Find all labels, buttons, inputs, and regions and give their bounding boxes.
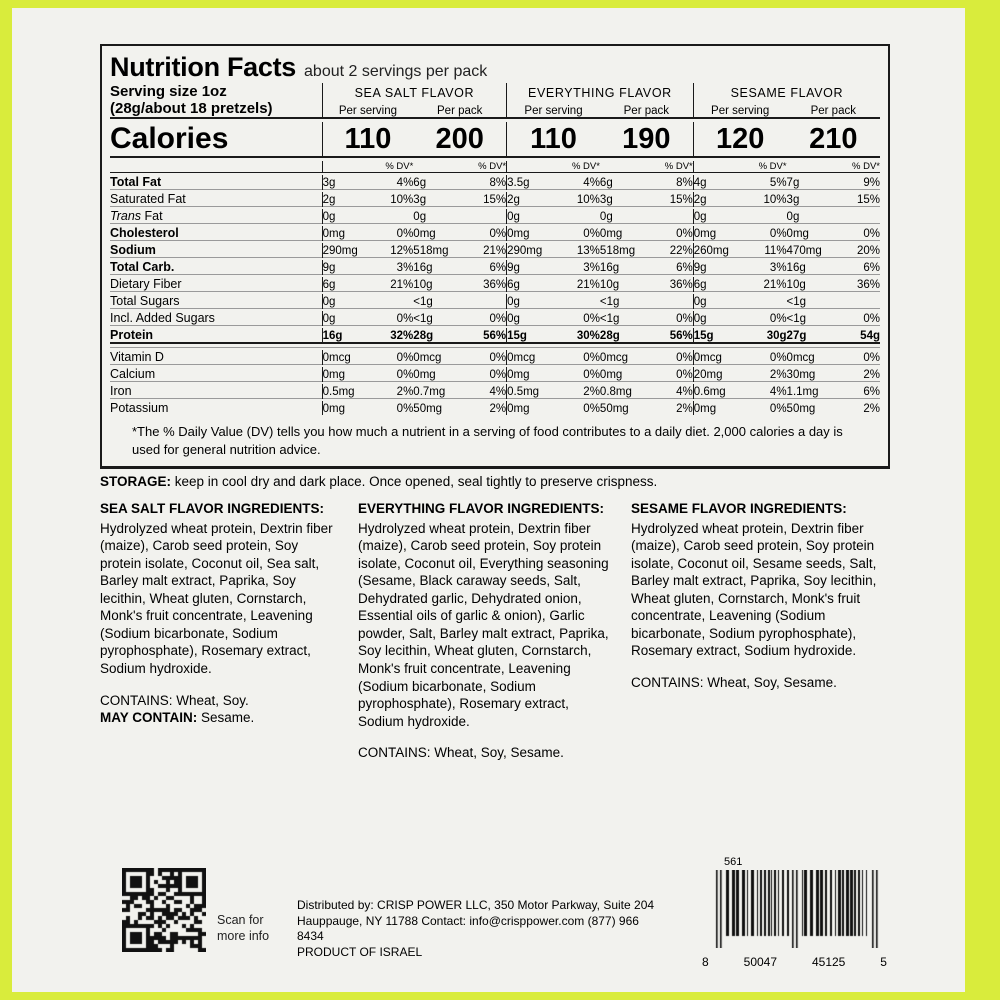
flavor-name-2: SESAME FLAVOR bbox=[693, 83, 880, 100]
nutrient-amount: 0mg bbox=[599, 369, 623, 381]
nutrient-name: Total Sugars bbox=[110, 294, 180, 308]
nutrient-amount: 3g bbox=[599, 194, 613, 206]
nutrient-amount: 16g bbox=[322, 328, 369, 343]
table-row bbox=[110, 243, 880, 258]
nutrient-amount: <1g bbox=[599, 313, 620, 325]
nutrient-dv: 2% bbox=[583, 386, 600, 398]
table-row bbox=[110, 294, 880, 309]
nutrient-dv: 0% bbox=[583, 369, 600, 381]
distributor-block bbox=[297, 898, 657, 960]
nutrition-table bbox=[110, 83, 880, 415]
nutrient-dv: 21% bbox=[576, 279, 600, 291]
nutrient-dv: 13% bbox=[576, 245, 600, 257]
contains-1 bbox=[358, 744, 613, 762]
nutrient-amount: 0mcg bbox=[413, 352, 442, 364]
nutrient-name: Vitamin D bbox=[110, 350, 164, 364]
calories-row bbox=[110, 122, 880, 157]
flavor-name-0: SEA SALT FLAVOR bbox=[322, 83, 507, 100]
nutrient-amount: 470mg bbox=[786, 245, 822, 257]
calories-pack-2: 210 bbox=[809, 123, 858, 155]
qr-code[interactable] bbox=[122, 868, 206, 952]
page-title: Nutrition Facts bbox=[110, 52, 297, 82]
ingredients-column-sea-salt bbox=[100, 500, 340, 762]
nutrient-dv: 0% bbox=[769, 403, 787, 415]
nutrient-amount: 290mg bbox=[507, 243, 556, 258]
nutrient-amount: 2g bbox=[507, 192, 556, 207]
nutrient-dv: 15% bbox=[669, 194, 693, 206]
nutrient-amount: 0g bbox=[507, 311, 556, 326]
nutrient-dv: 4% bbox=[583, 177, 600, 189]
nutrient-amount: <1g bbox=[786, 296, 807, 308]
nutrient-amount: 0g bbox=[599, 211, 613, 223]
storage-text: keep in cool dry and dark place. Once opened, seal tightly to preserve crispness. bbox=[171, 474, 658, 490]
nutrient-dv: 0% bbox=[769, 228, 787, 240]
barcode-group2: 45125 bbox=[811, 955, 846, 969]
nutrient-amount: 0g bbox=[693, 311, 742, 326]
nutrient-dv: 6% bbox=[489, 262, 507, 274]
table-row bbox=[110, 192, 880, 207]
nutrient-dv: 32% bbox=[390, 330, 414, 342]
nutrient-dv: 0% bbox=[396, 369, 414, 381]
nutrient-amount: <1g bbox=[413, 296, 433, 308]
nutrient-amount: 2g bbox=[322, 192, 369, 207]
nutrient-dv bbox=[369, 209, 414, 224]
nutrient-amount: 0.8mg bbox=[599, 386, 632, 398]
nutrient-dv: 3% bbox=[396, 262, 414, 274]
nutrient-amount: 50mg bbox=[599, 403, 629, 415]
distributor-line-1: Distributed by: CRISP POWER LLC, 350 Motor Parkway, Suite 204 bbox=[297, 898, 655, 912]
nutrient-amount: 0.7mg bbox=[413, 386, 446, 398]
nutrient-dv: 0% bbox=[769, 352, 787, 364]
nutrient-amount: 3g bbox=[786, 194, 800, 206]
nutrient-dv: 22% bbox=[669, 245, 693, 257]
nutrient-amount: 0g bbox=[507, 209, 556, 224]
nutrient-dv: 0% bbox=[583, 228, 600, 240]
nutrient-dv bbox=[462, 209, 507, 224]
flavor-name-1: EVERYTHING FLAVOR bbox=[507, 83, 694, 100]
nutrient-amount: 16g bbox=[786, 262, 806, 274]
nutrient-dv: 0% bbox=[396, 313, 414, 325]
nutrient-amount: 27g bbox=[786, 330, 807, 342]
flavor-header-row bbox=[110, 83, 880, 100]
nutrient-dv: 6% bbox=[863, 386, 880, 398]
table-row bbox=[110, 384, 880, 399]
nutrient-dv: 15% bbox=[483, 194, 507, 206]
dv-header-2a: % DV* bbox=[758, 161, 787, 172]
nutrient-dv: 21% bbox=[763, 279, 787, 291]
nutrient-amount: 0g bbox=[413, 211, 427, 223]
ingredients-body-0: Hydrolyzed wheat protein, Dextrin fiber (maize), Carob seed protein, Soy protein isolate, Coconut oil, Sea salt, Barley malt extract, Paprika, Soy lecithin, Wheat gluten, Cornstarch, Monk's fruit concentrate, Leavening (Sodium bicarbonate, Sodium pyrophosphate), Rosemary extract, Sodium hydroxide. bbox=[100, 520, 333, 677]
table-row bbox=[110, 401, 880, 415]
nutrient-name: Calcium bbox=[110, 367, 156, 381]
nutrient-dv: 56% bbox=[483, 330, 507, 342]
per-serving-0: Per serving bbox=[322, 100, 413, 118]
nutrient-dv: 3% bbox=[769, 262, 787, 274]
nutrient-dv: 4% bbox=[489, 386, 507, 398]
barcode-group1: 50047 bbox=[743, 955, 778, 969]
nutrient-dv: 6% bbox=[863, 262, 880, 274]
nutrient-dv: 0% bbox=[863, 228, 880, 240]
nutrient-rows bbox=[110, 175, 880, 343]
nutrient-amount: 10g bbox=[599, 279, 620, 291]
contains-text-0: Wheat, Soy. bbox=[172, 692, 249, 708]
ingredients-body-1: Hydrolyzed wheat protein, Dextrin fiber (maize), Carob seed protein, Soy protein isolate, Coconut oil, Everything seasoning (Sesame, Black caraway seeds, Salt, Dehydrated garlic, Dehydrated onion, Essential oils of garlic & onion), Garlic powder, Salt, Barley malt extract, Paprika, Soy lecithin, Wheat gluten, Cornstarch, Monk's fruit concentrate, Leavening (Sodium bicarbonate, Sodium pyrophosphate), Rosemary extract, Sodium hydroxide. bbox=[358, 520, 609, 729]
nutrient-amount: 518mg bbox=[599, 245, 636, 257]
nutrient-name: Total Carb. bbox=[110, 260, 175, 274]
serving-size: Serving size 1oz bbox=[110, 83, 227, 100]
nutrient-amount: 0g bbox=[507, 294, 556, 309]
nutrient-amount: 9g bbox=[507, 260, 556, 275]
daily-value-footnote: *The % Daily Value (DV) tells you how much a nutrient in a serving of food contributes to a daily diet. 2,000 calories a day is used for general nutrition advice. bbox=[132, 424, 843, 457]
nutrient-amount: 20mg bbox=[693, 367, 742, 382]
nutrient-dv: 56% bbox=[669, 330, 693, 342]
nutrient-dv: 0% bbox=[489, 228, 507, 240]
nutrient-name: Incl. Added Sugars bbox=[110, 311, 215, 325]
nutrient-dv: 12% bbox=[390, 245, 414, 257]
nutrient-dv bbox=[742, 209, 787, 224]
nutrient-dv: 0% bbox=[676, 228, 693, 240]
ingredients-heading-1: EVERYTHING FLAVOR INGREDIENTS: bbox=[358, 501, 605, 517]
nutrient-amount: <1g bbox=[786, 313, 807, 325]
nutrient-amount: 0g bbox=[322, 311, 369, 326]
nutrient-dv: 0% bbox=[863, 352, 880, 364]
servings-per-pack: about 2 servings per pack bbox=[304, 63, 488, 80]
nutrient-dv: 3% bbox=[583, 262, 600, 274]
nutrient-amount: 6g bbox=[322, 277, 369, 292]
nutrient-dv: 4% bbox=[396, 177, 414, 189]
table-row bbox=[110, 311, 880, 326]
nutrient-amount: 0.5mg bbox=[322, 384, 369, 399]
nutrient-dv: 10% bbox=[763, 194, 787, 206]
nutrient-amount: 290mg bbox=[322, 243, 369, 258]
barcode-bars bbox=[702, 870, 887, 948]
table-row bbox=[110, 226, 880, 241]
nutrient-dv bbox=[555, 209, 600, 224]
qr-caption-line1: Scan for bbox=[217, 913, 264, 927]
nutrient-amount: 3.5g bbox=[507, 175, 556, 190]
barcode-digits bbox=[702, 955, 887, 969]
nutrient-amount: 0mcg bbox=[693, 350, 742, 365]
nutrient-dv: 2% bbox=[769, 369, 787, 381]
qr-caption bbox=[217, 913, 269, 944]
nutrient-name: Trans Fat bbox=[110, 209, 163, 223]
barcode-right-digit: 5 bbox=[880, 955, 887, 969]
ingredients-column-everything bbox=[358, 500, 613, 762]
nutrient-amount: 0mcg bbox=[507, 350, 556, 365]
dv-header-2b: % DV* bbox=[852, 161, 880, 172]
vitamin-rows bbox=[110, 348, 880, 416]
per-pack-2: Per pack bbox=[810, 105, 856, 117]
per-serving-1: Per serving bbox=[507, 100, 600, 118]
nutrient-amount: 9g bbox=[693, 260, 742, 275]
nutrient-amount: 0mg bbox=[507, 401, 556, 415]
may-contain-0 bbox=[100, 709, 340, 727]
table-row bbox=[110, 175, 880, 190]
nutrient-amount: 0g bbox=[693, 209, 742, 224]
nutrient-dv bbox=[555, 294, 600, 309]
dv-header-0a: % DV* bbox=[385, 161, 414, 172]
nutrient-amount: 3g bbox=[413, 194, 427, 206]
nutrient-amount: 0g bbox=[693, 294, 742, 309]
nutrient-dv: 10% bbox=[390, 194, 414, 206]
per-pack-1: Per pack bbox=[623, 105, 670, 117]
table-row bbox=[110, 277, 880, 292]
nutrient-dv: 21% bbox=[483, 245, 507, 257]
table-row bbox=[110, 209, 880, 224]
nutrient-amount: 0mg bbox=[786, 228, 809, 240]
nutrient-dv: 20% bbox=[856, 245, 880, 257]
nutrient-amount: 0mg bbox=[693, 401, 742, 415]
nutrient-name: Potassium bbox=[110, 401, 169, 415]
nutrient-amount: 16g bbox=[599, 262, 620, 274]
nutrient-amount: 0mg bbox=[413, 369, 436, 381]
nutrient-dv bbox=[835, 294, 880, 309]
nutrient-amount: 6g bbox=[599, 177, 613, 189]
nutrient-dv: 2% bbox=[676, 403, 693, 415]
calories-label: Calories bbox=[110, 122, 229, 155]
nutrient-amount: <1g bbox=[413, 313, 433, 325]
nutrient-dv: 2% bbox=[863, 369, 880, 381]
nutrient-dv bbox=[462, 294, 507, 309]
nutrient-amount: 30mg bbox=[786, 369, 816, 381]
contains-label-1: CONTAINS: bbox=[358, 745, 431, 761]
nutrient-name: Cholesterol bbox=[110, 226, 179, 240]
storage-label: STORAGE: bbox=[100, 474, 172, 490]
label-content bbox=[100, 44, 890, 974]
nutrient-amount: 2g bbox=[693, 192, 742, 207]
nutrient-amount: 0mcg bbox=[322, 350, 369, 365]
nutrient-amount: 50mg bbox=[413, 403, 443, 415]
calories-pack-1: 190 bbox=[622, 123, 671, 155]
nutrient-dv bbox=[649, 209, 694, 224]
nutrient-amount: 28g bbox=[413, 330, 434, 342]
per-header-row bbox=[110, 100, 880, 118]
package-back-panel bbox=[12, 8, 965, 992]
nutrient-dv: 0% bbox=[676, 352, 693, 364]
nutrient-amount: 0mcg bbox=[786, 352, 815, 364]
nutrient-dv: 2% bbox=[863, 403, 880, 415]
nutrient-dv bbox=[835, 209, 880, 224]
dv-header-1b: % DV* bbox=[664, 161, 693, 172]
nutrient-dv: 0% bbox=[769, 313, 787, 325]
contains-label-2: CONTAINS: bbox=[631, 675, 704, 691]
nutrient-amount: 0mg bbox=[599, 228, 623, 240]
calories-pack-0: 200 bbox=[435, 123, 484, 155]
nutrient-dv: 0% bbox=[489, 313, 507, 325]
nutrient-dv: 4% bbox=[769, 386, 787, 398]
nutrient-amount: 1.1mg bbox=[786, 386, 819, 398]
may-contain-label-0: MAY CONTAIN: bbox=[100, 710, 198, 726]
nutrient-dv: 4% bbox=[676, 386, 693, 398]
nutrient-dv: 36% bbox=[669, 279, 693, 291]
dv-header-1a: % DV* bbox=[571, 161, 600, 172]
nutrient-amount: 50mg bbox=[786, 403, 816, 415]
ingredients-body-2: Hydrolyzed wheat protein, Dextrin fiber (maize), Carob seed protein, Soy protein isolate, Coconut oil, Sesame seeds, Salt, Barley malt extract, Paprika, Soy lecithin, Wheat gluten, Cornstarch, Monk's fruit concentrate, Leavening (Sodium bicarbonate, Sodium pyrophosphate), Rosemary extract, Sodium hydroxide. bbox=[631, 520, 877, 659]
nutrient-amount: 260mg bbox=[693, 243, 742, 258]
storage-line bbox=[100, 468, 890, 492]
nutrient-dv: 0% bbox=[583, 403, 600, 415]
nutrient-amount: 0mg bbox=[507, 367, 556, 382]
nutrient-dv: 0% bbox=[396, 403, 414, 415]
nutrient-amount: 3g bbox=[322, 175, 369, 190]
nutrient-dv: 30% bbox=[576, 330, 600, 342]
contains-text-1: Wheat, Soy, Sesame. bbox=[430, 745, 564, 761]
nutrient-amount: 0mg bbox=[322, 226, 369, 241]
contains-label-0: CONTAINS: bbox=[100, 692, 173, 708]
nutrient-dv: 11% bbox=[764, 245, 787, 257]
distributor-line-3: PRODUCT OF ISRAEL bbox=[297, 944, 423, 959]
barcode-left-digit: 8 bbox=[702, 955, 709, 969]
table-row bbox=[110, 328, 880, 343]
qr-caption-line2: more info bbox=[217, 928, 270, 943]
nutrition-facts-box bbox=[100, 44, 890, 468]
nutrient-dv bbox=[649, 294, 694, 309]
serving-size-sub: (28g/about 18 pretzels) bbox=[110, 100, 273, 117]
nutrient-amount: 0g bbox=[786, 211, 800, 223]
nutrient-dv: 0% bbox=[676, 313, 693, 325]
nutrient-amount: <1g bbox=[599, 296, 620, 308]
nutrient-dv: 8% bbox=[489, 177, 507, 189]
nutrient-amount: 6g bbox=[507, 277, 556, 292]
nutrient-dv: 0% bbox=[489, 369, 507, 381]
nutrient-dv: 2% bbox=[396, 386, 414, 398]
nutrient-dv: 54g bbox=[860, 330, 880, 342]
contains-text-2: Wheat, Soy, Sesame. bbox=[703, 675, 837, 691]
nutrient-amount: 6g bbox=[413, 177, 427, 189]
table-row bbox=[110, 260, 880, 275]
contains-2 bbox=[631, 674, 881, 692]
nutrient-amount: 10g bbox=[413, 279, 433, 291]
nutrient-dv: 0% bbox=[396, 228, 414, 240]
nutrient-amount: 0.6mg bbox=[693, 384, 742, 399]
nutrient-dv: 0% bbox=[863, 313, 880, 325]
ingredients-heading-0: SEA SALT FLAVOR INGREDIENTS: bbox=[100, 501, 325, 517]
nutrient-amount: 0mg bbox=[322, 401, 369, 415]
calories-serving-2: 120 bbox=[693, 122, 786, 157]
nutrient-amount: 28g bbox=[599, 330, 620, 342]
nutrient-dv: 0% bbox=[583, 352, 600, 364]
nutrient-amount: 0mg bbox=[413, 228, 436, 240]
nutrient-dv: 6% bbox=[676, 262, 693, 274]
nutrient-dv: 30g bbox=[766, 330, 787, 342]
nutrient-dv: 0% bbox=[583, 313, 600, 325]
nutrient-dv: 2% bbox=[489, 403, 507, 415]
nutrient-name: Saturated Fat bbox=[110, 192, 186, 206]
nutrient-amount: 4g bbox=[693, 175, 742, 190]
nutrient-amount: 0mg bbox=[693, 226, 742, 241]
nutrient-amount: 0mcg bbox=[599, 352, 629, 364]
nutrient-dv: 21% bbox=[390, 279, 414, 291]
nutrient-amount: 9g bbox=[322, 260, 369, 275]
table-row bbox=[110, 367, 880, 382]
nutrient-dv: 36% bbox=[856, 279, 880, 291]
nutrient-amount: 518mg bbox=[413, 245, 449, 257]
nutrient-amount: 16g bbox=[413, 262, 433, 274]
may-contain-text-0: Sesame. bbox=[197, 710, 255, 726]
nutrient-dv bbox=[369, 294, 414, 309]
nutrient-amount: 0mg bbox=[322, 367, 369, 382]
nutrient-dv: 0% bbox=[489, 352, 507, 364]
nutrient-amount: 7g bbox=[786, 177, 800, 189]
nutrient-dv: 0% bbox=[676, 369, 693, 381]
nutrient-amount: 0.5mg bbox=[507, 384, 556, 399]
distributor-line-2: Hauppauge, NY 11788 Contact: info@crisppower.com (877) 966 8434 bbox=[297, 913, 639, 944]
nutrient-amount: 0mg bbox=[507, 226, 556, 241]
dv-header-row bbox=[110, 161, 880, 173]
nutrient-dv: 10% bbox=[576, 194, 600, 206]
nutrient-amount: 15g bbox=[693, 328, 742, 343]
nutrient-dv: 9% bbox=[863, 177, 880, 189]
ingredients-column-sesame bbox=[631, 500, 881, 762]
per-pack-0: Per pack bbox=[437, 105, 483, 117]
nutrient-amount: 10g bbox=[786, 279, 806, 291]
calories-serving-1: 110 bbox=[507, 122, 600, 157]
nutrient-dv: 15% bbox=[856, 194, 880, 206]
nutrient-dv bbox=[742, 294, 787, 309]
nutrient-dv: 5% bbox=[769, 177, 787, 189]
nutrition-facts-header bbox=[110, 52, 880, 83]
nutrient-amount: 15g bbox=[507, 328, 556, 343]
calories-serving-0: 110 bbox=[322, 122, 413, 157]
nutrient-name: Protein bbox=[110, 328, 154, 342]
nutrient-name: Total Fat bbox=[110, 175, 162, 189]
table-row bbox=[110, 350, 880, 365]
dv-header-0b: % DV* bbox=[478, 161, 507, 172]
barcode bbox=[702, 856, 887, 969]
nutrient-amount: 0g bbox=[322, 209, 369, 224]
nutrient-dv: 8% bbox=[676, 177, 693, 189]
nutrient-dv: 0% bbox=[396, 352, 414, 364]
per-serving-2: Per serving bbox=[693, 100, 786, 118]
nutrient-name: Sodium bbox=[110, 243, 156, 257]
barcode-code-above: 561 bbox=[724, 856, 743, 868]
nutrient-amount: 6g bbox=[693, 277, 742, 292]
nutrient-name: Iron bbox=[110, 384, 132, 398]
ingredients-section bbox=[100, 500, 890, 762]
ingredients-heading-2: SESAME FLAVOR INGREDIENTS: bbox=[631, 501, 847, 517]
nutrient-amount: 0g bbox=[322, 294, 369, 309]
nutrient-name: Dietary Fiber bbox=[110, 277, 182, 291]
contains-0 bbox=[100, 692, 340, 710]
nutrient-dv: 36% bbox=[483, 279, 507, 291]
